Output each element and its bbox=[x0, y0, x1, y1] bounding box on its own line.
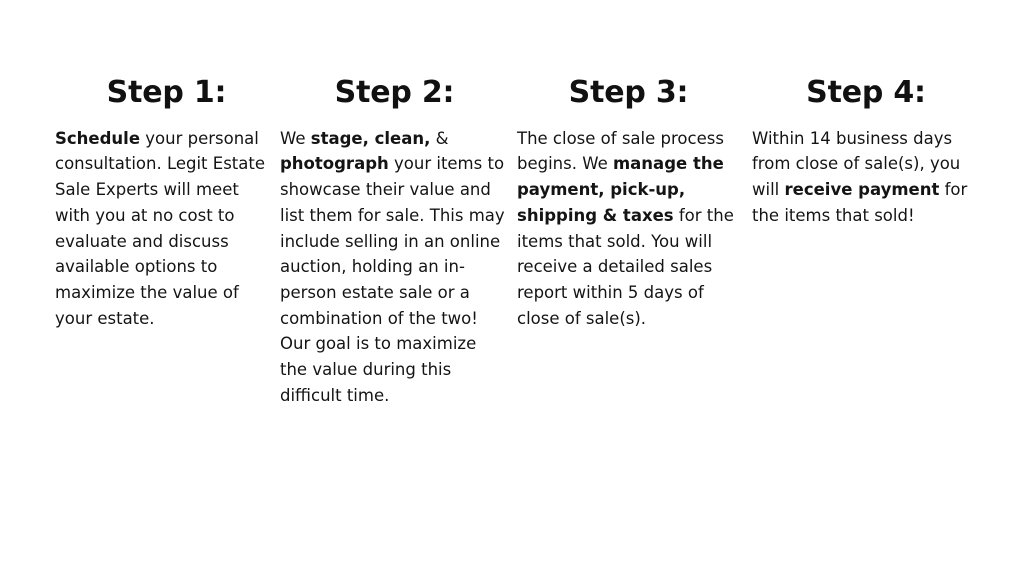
step-3-title: Step 3: bbox=[568, 75, 689, 110]
step-1-title: Step 1: bbox=[106, 75, 227, 110]
step-4-body: Within 14 business days from close of sale(s), you will receive payment for the items that sold! bbox=[752, 128, 968, 225]
step-2-body: We stage, clean, & photograph your items to showcase their value and list them for sale. This may include selling in an online auction, holding an in-person estate sale or a combination of the two! Our goal is to maximize the value during this difficult time. bbox=[280, 128, 505, 405]
step-column-2 bbox=[280, 76, 517, 409]
step-4-title: Step 4: bbox=[806, 75, 926, 110]
step-1-body: Schedule your personal consultation. Legit Estate Sale Experts will meet with you at no cost to evaluate and discuss available options to maximize the value of your estate. bbox=[55, 128, 265, 328]
step-3-body: The close of sale process begins. We manage the payment, pick-up, shipping & taxes for the items that sold. You will receive a detailed sales report within 5 days of close of sale(s). bbox=[517, 128, 734, 328]
step-column-1 bbox=[55, 76, 280, 331]
step-column-3 bbox=[517, 76, 752, 331]
step-2-title: Step 2: bbox=[334, 75, 455, 110]
steps-container bbox=[55, 76, 980, 409]
step-column-4 bbox=[752, 76, 980, 229]
